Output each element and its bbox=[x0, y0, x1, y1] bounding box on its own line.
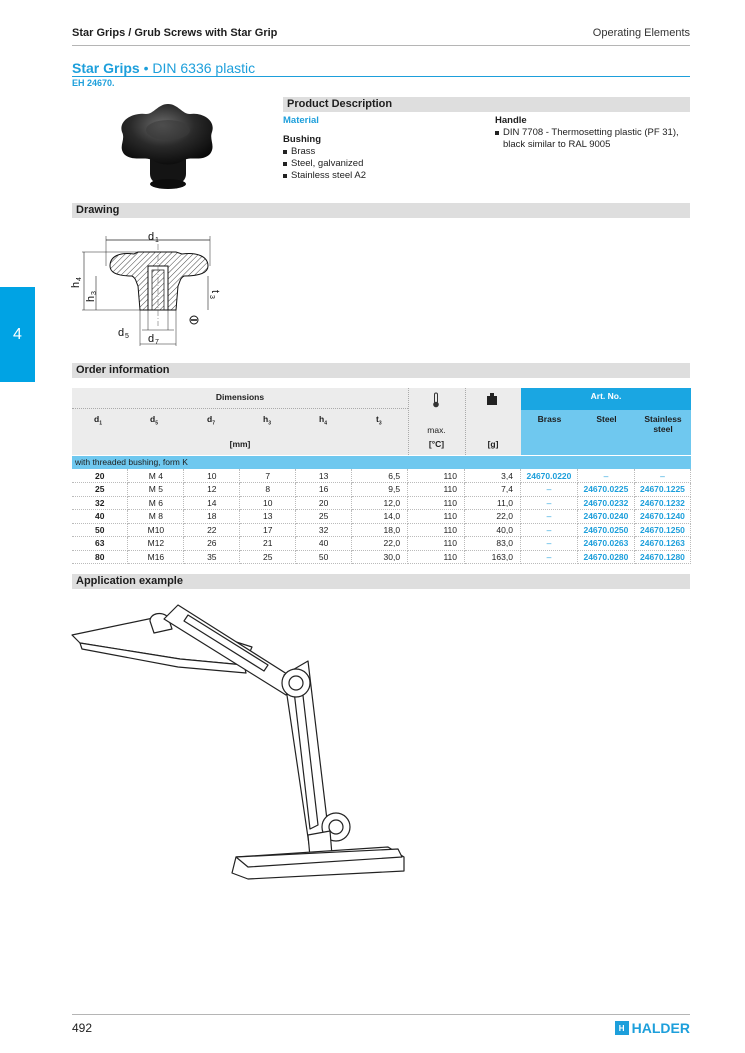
table-cell: 3,4 bbox=[465, 469, 521, 483]
table-cell: 110 bbox=[408, 550, 465, 564]
table-cell: 13 bbox=[296, 469, 352, 483]
table-cell: 10 bbox=[240, 496, 296, 510]
table-cell: 10 bbox=[184, 469, 240, 483]
table-cell: 7,4 bbox=[465, 483, 521, 497]
product-title-rest: DIN 6336 plastic bbox=[152, 60, 256, 76]
bushing-list bbox=[283, 146, 366, 182]
table-cell: 14,0 bbox=[352, 510, 408, 524]
handle-label: Handle bbox=[495, 115, 527, 126]
table-cell: – bbox=[520, 510, 577, 524]
table-cell: – bbox=[520, 523, 577, 537]
header-divider bbox=[72, 45, 690, 46]
order-information-heading: Order information bbox=[72, 363, 690, 378]
application-example-illustration bbox=[68, 595, 418, 890]
order-table bbox=[72, 469, 691, 564]
application-example-heading: Application example bbox=[72, 574, 690, 589]
drawing-heading: Drawing bbox=[72, 203, 690, 218]
table-cell: 18,0 bbox=[352, 523, 408, 537]
dim-h4: h bbox=[70, 281, 82, 288]
table-cell: 13 bbox=[240, 510, 296, 524]
product-title-bold: Star Grips bbox=[72, 60, 140, 76]
table-cell: 24670.0240 bbox=[577, 510, 634, 524]
col-d5: $d_5$ bbox=[150, 414, 158, 427]
table-cell: 8 bbox=[240, 483, 296, 497]
dim-d5: d bbox=[118, 327, 125, 339]
table-cell: M12 bbox=[128, 537, 184, 551]
table-cell: 6,5 bbox=[352, 469, 408, 483]
table-row bbox=[72, 523, 691, 537]
dim-d7: d bbox=[148, 333, 155, 345]
running-header-title: Star Grips / Grub Screws with Star Grip bbox=[72, 27, 278, 39]
col-d1: $d_1$ bbox=[94, 414, 102, 427]
list-item: DIN 7708 - Thermosetting plastic (PF 31), black similar to RAL 9005 bbox=[495, 127, 691, 151]
table-cell: 11,0 bbox=[465, 496, 521, 510]
table-cell: 24670.1263 bbox=[634, 537, 690, 551]
dim-t3: t bbox=[209, 290, 221, 294]
max-label: max. bbox=[427, 425, 446, 435]
table-cell: 32 bbox=[72, 496, 128, 510]
table-cell: 14 bbox=[184, 496, 240, 510]
table-row bbox=[72, 483, 691, 497]
table-cell: 50 bbox=[72, 523, 128, 537]
table-cell: M10 bbox=[128, 523, 184, 537]
thermometer-icon bbox=[431, 392, 441, 408]
table-cell: 35 bbox=[184, 550, 240, 564]
table-row bbox=[72, 550, 691, 564]
table-row bbox=[72, 496, 691, 510]
mm-unit: [mm] bbox=[229, 439, 251, 449]
table-cell: 24670.1280 bbox=[634, 550, 690, 564]
table-cell: 24670.1232 bbox=[634, 496, 690, 510]
table-cell: 18 bbox=[184, 510, 240, 524]
table-cell: 12 bbox=[184, 483, 240, 497]
col-stainless: Stainless steel bbox=[644, 414, 682, 434]
dim-h3: h bbox=[85, 295, 97, 302]
table-cell: 50 bbox=[296, 550, 352, 564]
dim-d1-sub: 1 bbox=[155, 237, 159, 244]
table-cell: 80 bbox=[72, 550, 128, 564]
title-divider bbox=[72, 76, 690, 77]
table-cell: 24670.0220 bbox=[520, 469, 577, 483]
star-grip-photo bbox=[112, 100, 222, 192]
table-cell: – bbox=[520, 537, 577, 551]
table-cell: 24670.0232 bbox=[577, 496, 634, 510]
table-cell: 7 bbox=[240, 469, 296, 483]
table-cell: 83,0 bbox=[465, 537, 521, 551]
table-row bbox=[72, 510, 691, 524]
table-cell: 40 bbox=[296, 537, 352, 551]
table-cell: 21 bbox=[240, 537, 296, 551]
table-cell: 110 bbox=[408, 510, 465, 524]
table-cell: 16 bbox=[296, 483, 352, 497]
table-cell: 30,0 bbox=[352, 550, 408, 564]
table-cell: 9,5 bbox=[352, 483, 408, 497]
dimensions-header: Dimensions bbox=[215, 392, 265, 402]
table-cell: – bbox=[520, 496, 577, 510]
product-description-heading: Product Description bbox=[283, 97, 690, 112]
table-cell: 110 bbox=[408, 496, 465, 510]
product-title-sep: • bbox=[139, 60, 153, 76]
table-cell: 20 bbox=[296, 496, 352, 510]
table-cell: M 6 bbox=[128, 496, 184, 510]
table-cell: 24670.1240 bbox=[634, 510, 690, 524]
celsius-unit: [°C] bbox=[428, 439, 445, 449]
col-h4: $h_4$ bbox=[319, 414, 327, 427]
table-cell: 20 bbox=[72, 469, 128, 483]
table-cell: 24670.0280 bbox=[577, 550, 634, 564]
table-cell: 110 bbox=[408, 537, 465, 551]
material-label: Material bbox=[283, 115, 319, 126]
logo-mark: H bbox=[615, 1021, 629, 1035]
table-cell: 25 bbox=[72, 483, 128, 497]
table-cell: 32 bbox=[296, 523, 352, 537]
list-item: Brass bbox=[283, 146, 366, 158]
dim-d5-sub: 5 bbox=[125, 333, 129, 340]
dim-d1: d bbox=[148, 231, 155, 243]
bushing-label: Bushing bbox=[283, 134, 321, 145]
art-no-header: Art. No. bbox=[521, 388, 691, 410]
table-cell: 12,0 bbox=[352, 496, 408, 510]
table-cell: 163,0 bbox=[465, 550, 521, 564]
technical-drawing bbox=[68, 226, 228, 350]
table-cell: 40,0 bbox=[465, 523, 521, 537]
dim-t3-sub: 3 bbox=[208, 295, 215, 299]
weight-icon bbox=[486, 392, 498, 406]
table-cell: 22 bbox=[184, 523, 240, 537]
table-row bbox=[72, 537, 691, 551]
table-cell: 17 bbox=[240, 523, 296, 537]
table-cell: 24670.0250 bbox=[577, 523, 634, 537]
table-cell: 110 bbox=[408, 483, 465, 497]
product-title bbox=[72, 60, 255, 76]
table-cell: 22,0 bbox=[465, 510, 521, 524]
table-cell: 24670.0225 bbox=[577, 483, 634, 497]
page-number: 492 bbox=[72, 1021, 93, 1035]
col-steel: Steel bbox=[596, 414, 617, 424]
table-cell: 63 bbox=[72, 537, 128, 551]
order-table-header bbox=[72, 388, 691, 455]
table-cell: 110 bbox=[408, 523, 465, 537]
table-row bbox=[72, 469, 691, 483]
running-header-section: Operating Elements bbox=[592, 27, 690, 39]
table-cell: – bbox=[520, 483, 577, 497]
table-cell: M16 bbox=[128, 550, 184, 564]
halder-logo bbox=[615, 1020, 690, 1036]
table-group-label: with threaded bushing, form K bbox=[72, 456, 691, 469]
table-cell: M 8 bbox=[128, 510, 184, 524]
table-cell: – bbox=[520, 550, 577, 564]
table-cell: – bbox=[577, 469, 634, 483]
list-item: Stainless steel A2 bbox=[283, 170, 366, 182]
col-brass: Brass bbox=[537, 414, 562, 424]
table-cell: 24670.0263 bbox=[577, 537, 634, 551]
chapter-tab: 4 bbox=[0, 287, 35, 382]
list-item: Steel, galvanized bbox=[283, 158, 366, 170]
footer-divider bbox=[72, 1014, 690, 1015]
col-d7: $d_7$ bbox=[207, 414, 215, 427]
dim-h4-sub: 4 bbox=[76, 277, 83, 281]
product-code: EH 24670. bbox=[72, 78, 115, 88]
table-cell: 25 bbox=[240, 550, 296, 564]
table-cell: 110 bbox=[408, 469, 465, 483]
table-cell: 26 bbox=[184, 537, 240, 551]
dim-h3-sub: 3 bbox=[91, 291, 98, 295]
gram-unit: [g] bbox=[487, 439, 499, 449]
logo-text: HALDER bbox=[631, 1020, 690, 1036]
table-cell: M 4 bbox=[128, 469, 184, 483]
table-cell: 24670.1225 bbox=[634, 483, 690, 497]
table-cell: 22,0 bbox=[352, 537, 408, 551]
table-cell: 24670.1250 bbox=[634, 523, 690, 537]
col-h3: $h_3$ bbox=[263, 414, 271, 427]
table-cell: M 5 bbox=[128, 483, 184, 497]
table-cell: – bbox=[634, 469, 690, 483]
table-cell: 40 bbox=[72, 510, 128, 524]
col-t3: $t_3$ bbox=[376, 414, 382, 427]
dim-d7-sub: 7 bbox=[155, 339, 159, 346]
handle-list bbox=[495, 127, 691, 151]
table-cell: 25 bbox=[296, 510, 352, 524]
